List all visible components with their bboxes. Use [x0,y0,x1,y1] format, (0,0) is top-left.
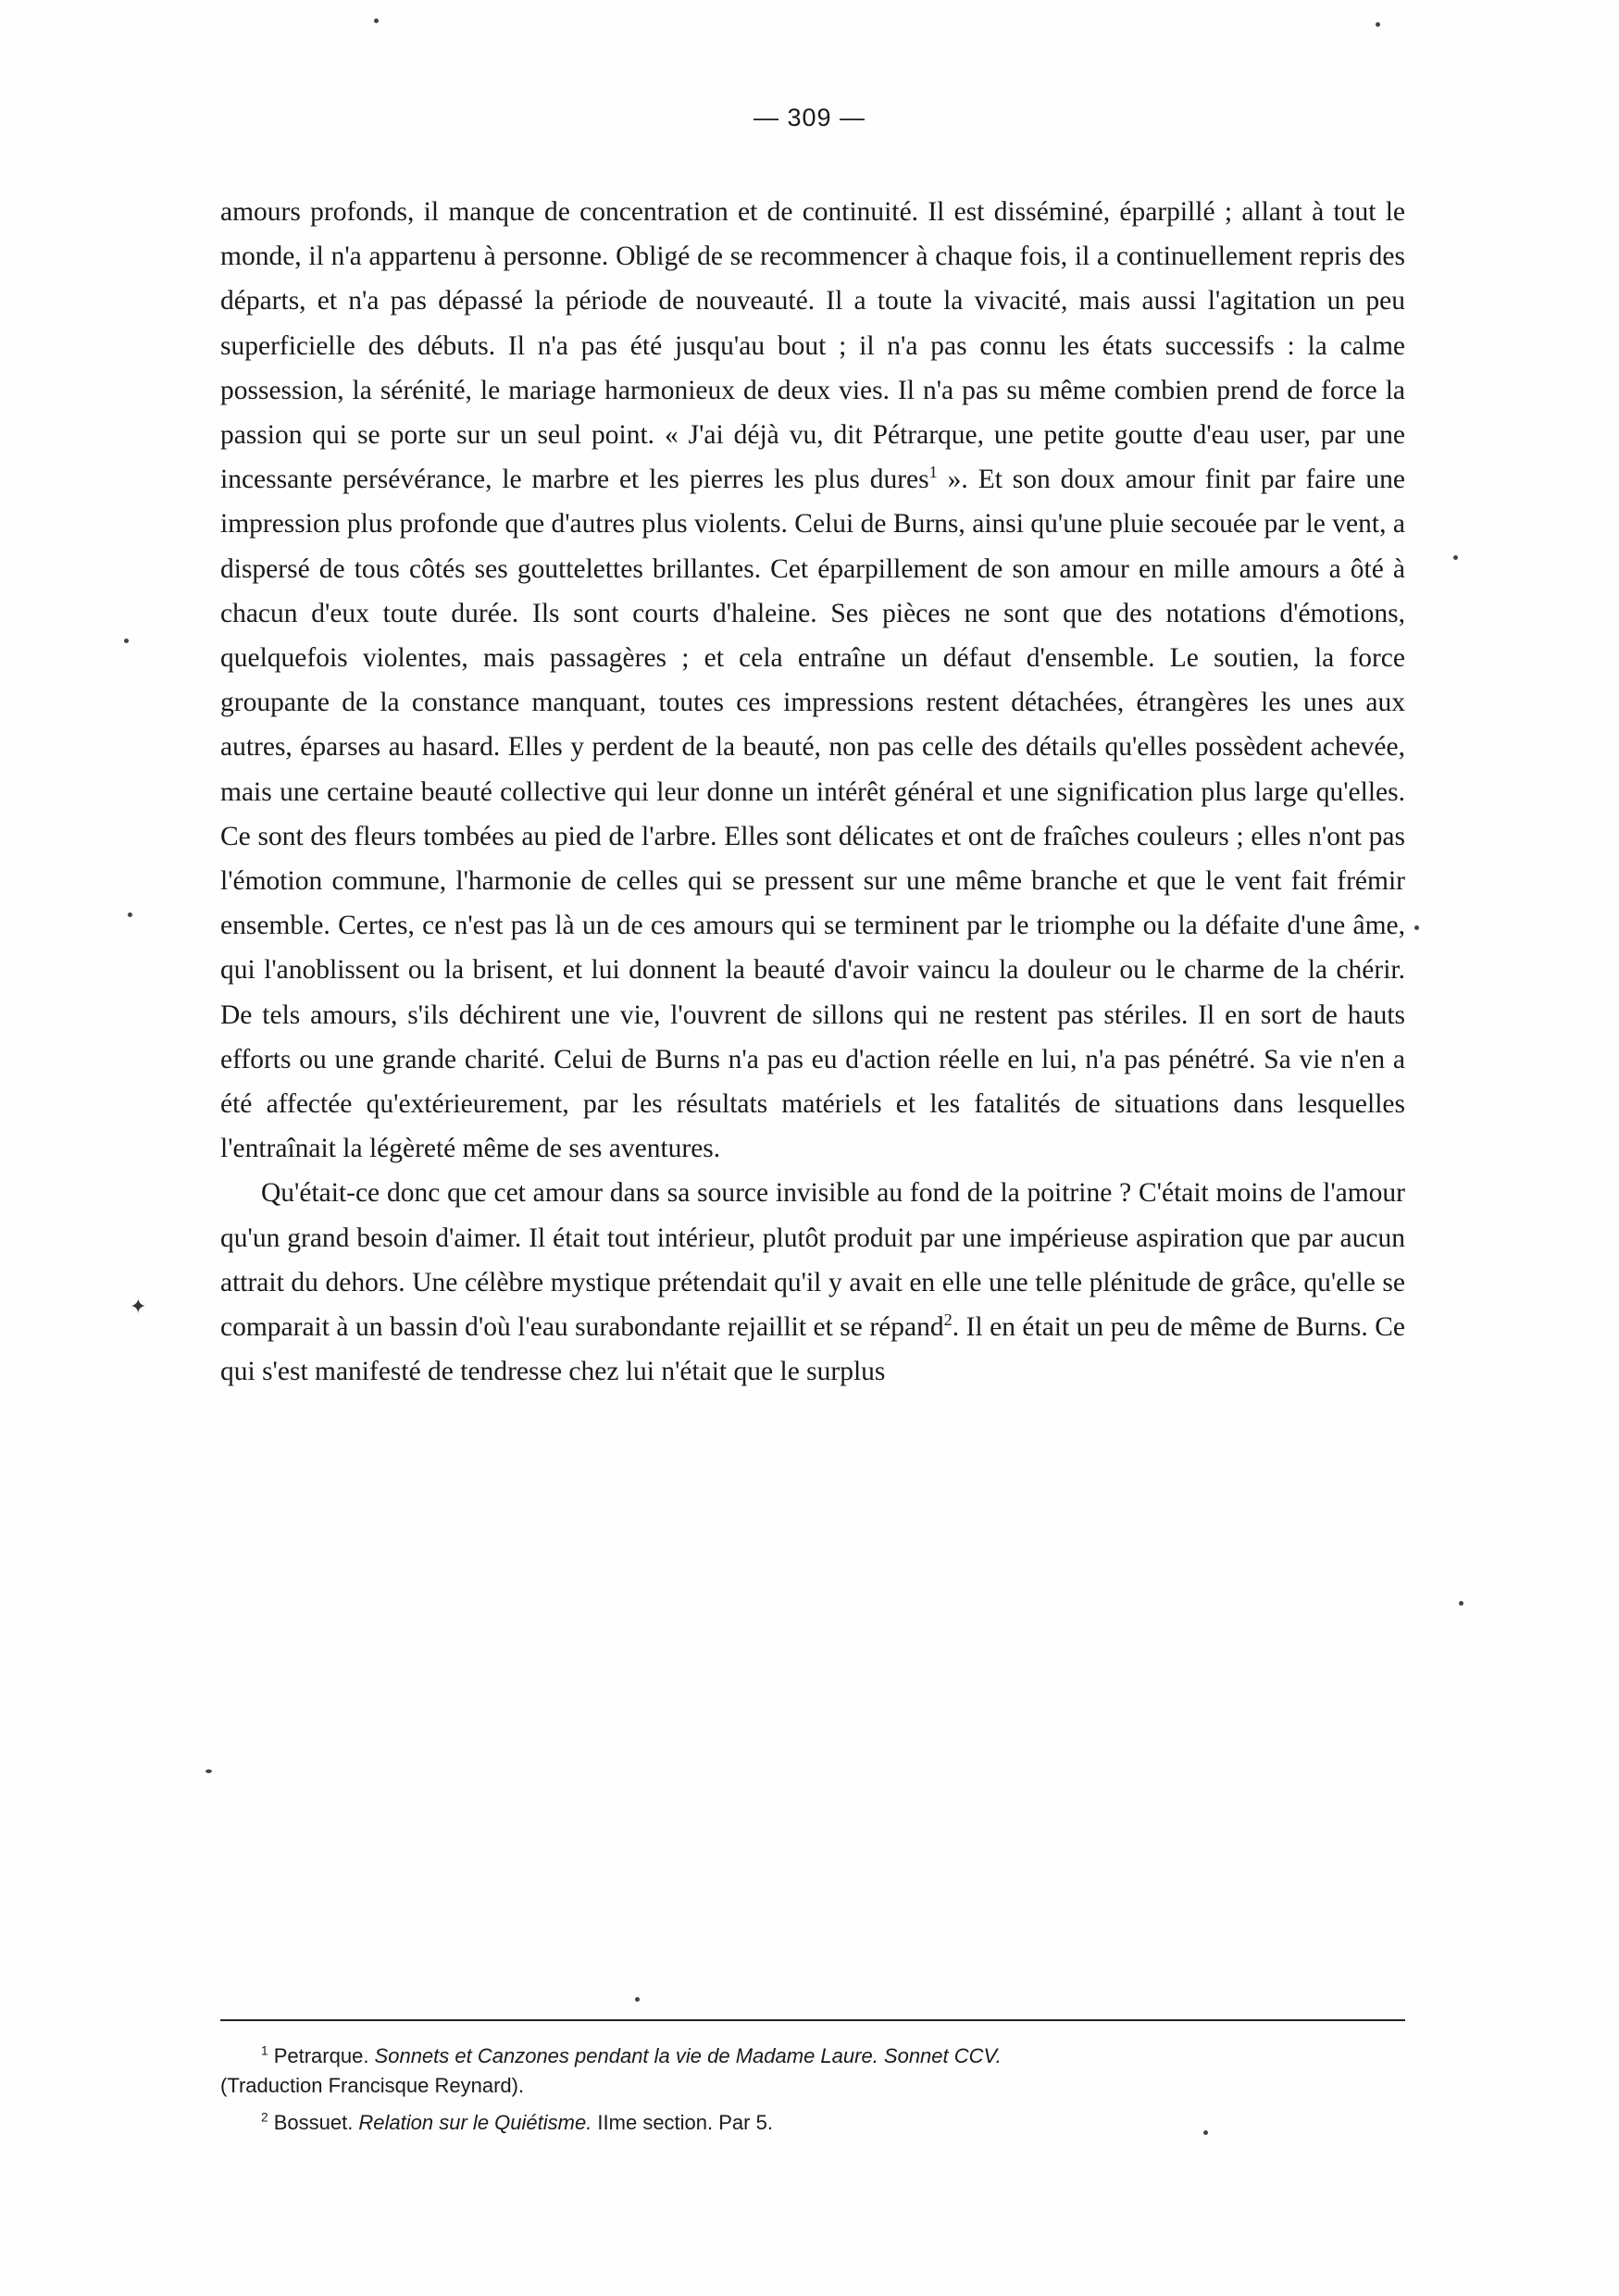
page-speck [374,19,379,23]
paragraph-1 [220,190,1405,1171]
paragraph-1-continued: ». Et son doux amour finit par faire une impression plus profonde que d'autres plus violents. Celui de Burns, ainsi qu'une pluie secouée par le vent, a dispersé de tous côtés ses gouttelettes brillantes. Cet éparpillement de son amour en mille amours a ôté à chacun d'eux toute durée. Ils sont courts d'haleine. Ses pièces ne sont que des notations d'émotions, quelquefois violentes, mais passagères ; et cela entraîne un défaut d'ensemble. Le soutien, la force groupante de la constance manquant, toutes ces impressions restent détachées, étrangères les unes aux autres, éparses au hasard. Elles y perdent de la beauté, non pas celle des détails qu'elles possèdent achevée, mais une certaine beauté collective qui leur donne un intérêt général et une signification plus large qu'elles. Ce sont des fleurs tombées au pied de l'arbre. Elles sont délicates et ont de fraîches couleurs ; elles n'ont pas l'émotion commune, l'harmonie de celles qui se pressent sur une même branche et que le vent fait frémir ensemble. Certes, ce n'est pas là un de ces amours qui se terminent par le triomphe ou la défaite d'une âme, qui l'anoblissent ou la brisent, et lui donnent la beauté d'avoir vaincu la douleur ou le charme de la chérir. De tels amours, s'ils déchirent une vie, l'ouvrent de sillons qui ne restent pas stériles. Il en sort de hauts efforts ou une grande charité. Celui de Burns n'a pas eu d'action réelle en lui, n'a pas pénétré. Sa vie n'en a été affectée qu'extérieurement, par les résultats matériels et les fatalités de situations dans lesquelles l'entraînait la légèreté même de ses aventures. [220,465,1405,1164]
body-text [220,190,1405,1394]
footnote-1-before: Petrarque. [273,2044,375,2067]
page-speck [1376,22,1380,27]
footnote-ref-2: 2 [943,1310,953,1330]
page-speck [1203,2130,1208,2135]
footnote-1-second-line: (Traduction Francisque Reynard). [220,2074,525,2097]
page-number: — 309 — [753,104,866,131]
page-speck [635,1997,640,2002]
paragraph-2 [220,1171,1405,1394]
page-speck [1414,925,1419,930]
paragraph-1-text: amours profonds, il manque de concentration et de continuité. Il est disséminé, éparpillé ; allant à tout le monde, il n'a appartenu à personne. Obligé de se recommencer à chaque fois, il a continuellement repris des départs, et n'a pas dépassé la période de nouveauté. Il a toute la vivacité, mais aussi l'agitation un peu superficielle des débuts. Il n'a pas été jusqu'au bout ; il n'a pas connu les états successifs : la calme possession, la sérénité, le mariage harmonieux de deux vies. Il n'a pas su même combien prend de force la passion qui se porte sur un seul point. « J'ai déjà vu, dit Pétrarque, une petite goutte d'eau user, par une incessante persévérance, le marbre et les pierres les plus dures [220,197,1405,495]
footnote-1-title: Sonnets et Canzones pendant la vie de Madame Laure. Sonnet CCV. [374,2044,1002,2067]
margin-mark: ✦ [130,1295,147,1318]
footnote-item [220,2108,1405,2138]
page-speck [1453,555,1458,560]
footnote-marker-1: 1 [261,2043,268,2058]
footnote-2-title: Relation sur le Quiétisme. [358,2111,592,2134]
page-speck [124,639,129,643]
footnote-2-after: IIme section. Par 5. [592,2111,773,2134]
page-speck [1459,1601,1463,1606]
footnotes-section [220,2042,1405,2145]
paragraph-2-continued: . Il en était un peu de même de Burns. Ce qui s'est manifesté de tendresse chez lui n'était que le surplus [220,1312,1405,1387]
footnote-2-before: Bossuet. [273,2111,359,2134]
page-speck [205,1769,212,1773]
page-speck [128,912,132,917]
footnote-item [220,2042,1405,2101]
footnote-marker-2: 2 [261,2110,268,2125]
paragraph-2-text: Qu'était-ce donc que cet amour dans sa source invisible au fond de la poitrine ? C'était moins de l'amour qu'un grand besoin d'aimer. Il était tout intérieur, plutôt produit par une impérieuse aspiration que par aucun attrait du dehors. Une célèbre mystique prétendait qu'il y avait en elle une telle plénitude de grâce, qu'elle se comparait à un bassin d'où l'eau surabondante rejaillit et se répand [220,1178,1405,1343]
footnote-ref-1: 1 [928,463,938,482]
footnote-divider [220,2019,1405,2021]
